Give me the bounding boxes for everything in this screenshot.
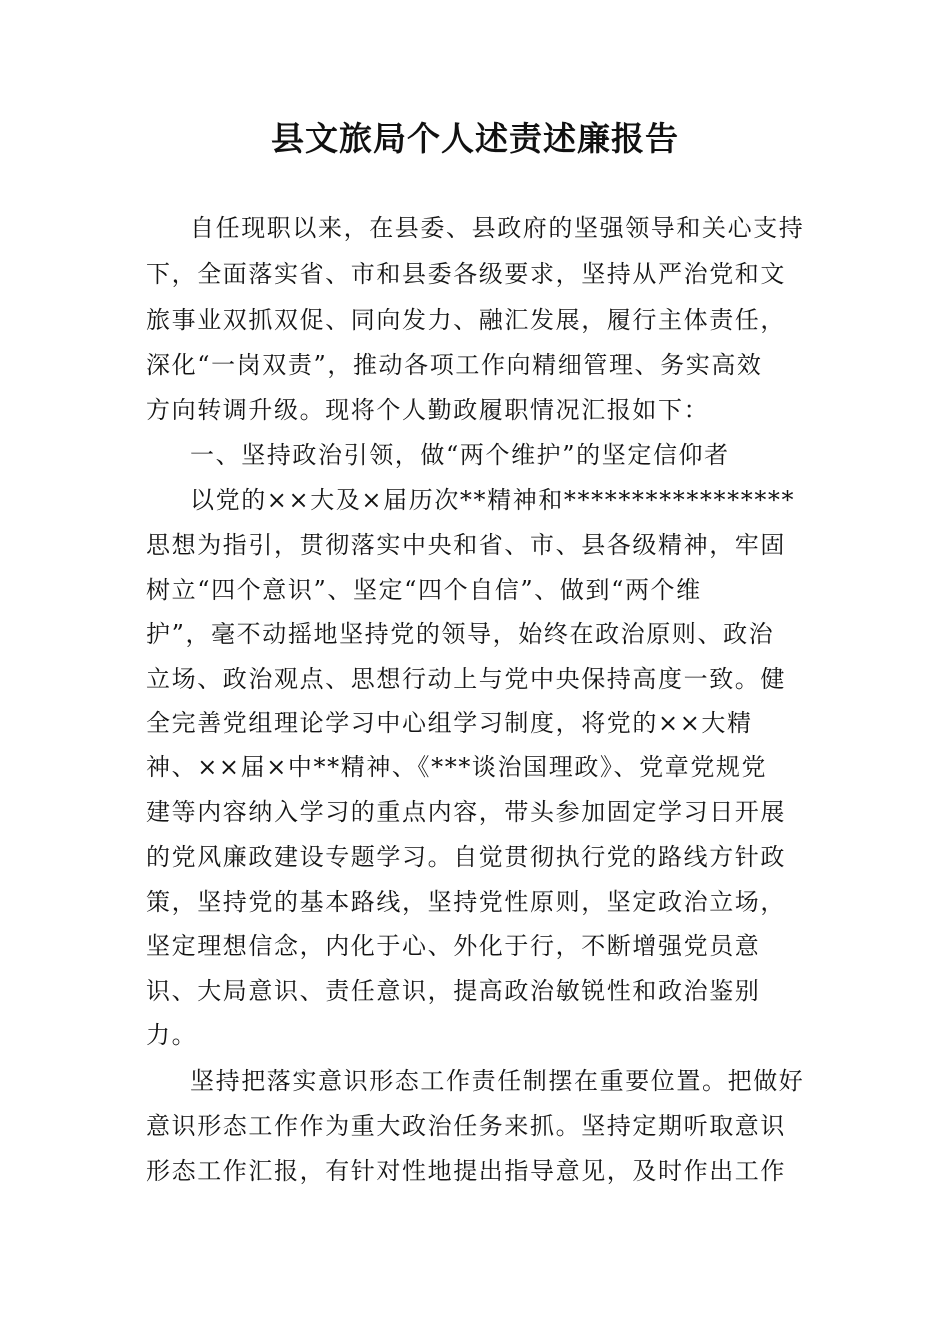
- body-line-2: 下，全面落实省、市和县委各级要求，坚持从严治党和文: [146, 260, 786, 288]
- body-line-4: 深化“一岗双责”，推动各项工作向精细管理、务实高效: [146, 351, 763, 379]
- body-line-13: 神、××届×中**精神、《***谈治国理政》、党章党规党: [146, 753, 768, 781]
- body-line-17: 坚定理想信念，内化于心、外化于行，不断增强党员意: [146, 932, 761, 960]
- body-line-5: 方向转调升级。现将个人勤政履职情况汇报如下：: [146, 396, 710, 424]
- body-line-18: 识、大局意识、责任意识，提高政治敏锐性和政治鉴别: [146, 977, 761, 1005]
- document-title: 县文旅局个人述责述廉报告: [271, 119, 679, 158]
- body-line-15: 的党风廉政建设专题学习。自觉贯彻执行党的路线方针政: [146, 843, 786, 871]
- body-line-12: 全完善党组理论学习中心组学习制度，将党的××大精: [146, 709, 753, 737]
- body-line-11: 立场、政治观点、思想行动上与党中央保持高度一致。健: [146, 665, 786, 693]
- body-line-20: 坚持把落实意识形态工作责任制摆在重要位置。把做好: [190, 1067, 805, 1095]
- body-line-21: 意识形态工作作为重大政治任务来抓。坚持定期听取意识: [146, 1112, 786, 1140]
- body-line-19: 力。: [146, 1021, 198, 1049]
- body-line-9: 树立“四个意识”、坚定“四个自信”、做到“两个维: [146, 576, 702, 604]
- body-line-14: 建等内容纳入学习的重点内容，带头参加固定学习日开展: [146, 798, 786, 826]
- body-line-1: 自任现职以来，在县委、县政府的坚强领导和关心支持: [190, 214, 805, 242]
- body-line-16: 策，坚持党的基本路线，坚持党性原则，坚定政治立场，: [146, 888, 786, 916]
- body-line-8: 思想为指引，贯彻落实中央和省、市、县各级精神，牢固: [146, 531, 786, 559]
- body-line-3: 旅事业双抓双促、同向发力、融汇发展，履行主体责任，: [146, 306, 786, 334]
- body-line-22: 形态工作汇报，有针对性地提出指导意见，及时作出工作: [146, 1157, 786, 1185]
- body-line-10: 护”，毫不动摇地坚持党的领导，始终在政治原则、政治: [146, 620, 775, 648]
- body-line-7: 以党的××大及×届历次**精神和*****************: [190, 486, 796, 514]
- section-heading-1: 一、坚持政治引领，做“两个维护”的坚定信仰者: [190, 441, 730, 469]
